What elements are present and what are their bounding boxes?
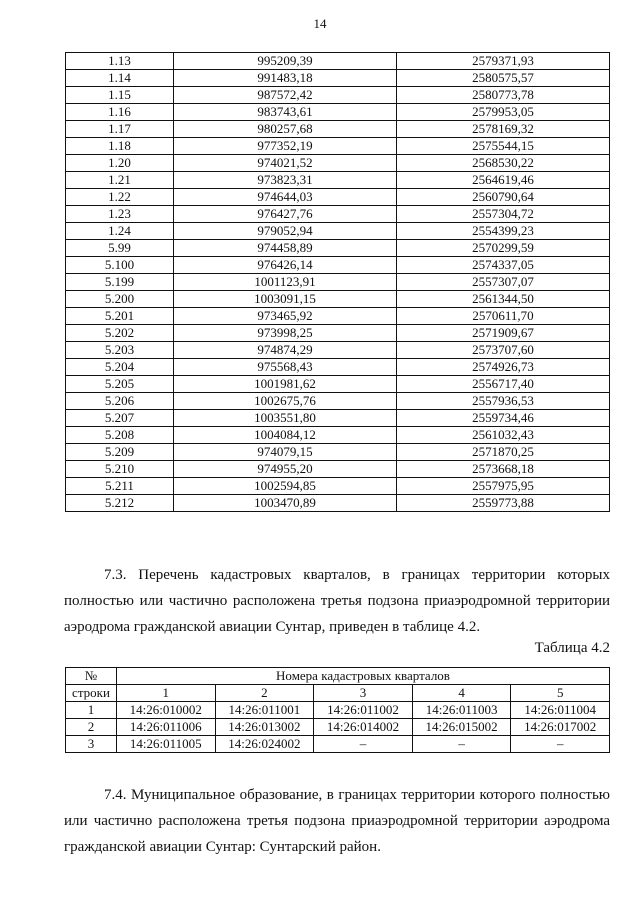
- point-id-cell: 5.206: [66, 393, 174, 410]
- y-coordinate-cell: 2557307,07: [397, 274, 610, 291]
- x-coordinate-cell: 977352,19: [174, 138, 397, 155]
- x-coordinate-cell: 991483,18: [174, 70, 397, 87]
- cadastral-number-cell: –: [511, 736, 610, 753]
- y-coordinate-cell: 2556717,40: [397, 376, 610, 393]
- cadastral-number-cell: 14:26:024002: [215, 736, 314, 753]
- point-id-cell: 1.24: [66, 223, 174, 240]
- column-header: 4: [412, 685, 511, 702]
- table-row: [66, 274, 610, 291]
- y-coordinate-cell: 2559773,88: [397, 495, 610, 512]
- x-coordinate-cell: 975568,43: [174, 359, 397, 376]
- x-coordinate-cell: 983743,61: [174, 104, 397, 121]
- coordinates-table: [65, 52, 610, 512]
- y-coordinate-cell: 2568530,22: [397, 155, 610, 172]
- x-coordinate-cell: 976426,14: [174, 257, 397, 274]
- table-caption: Таблица 4.2: [534, 640, 610, 656]
- x-coordinate-cell: 974079,15: [174, 444, 397, 461]
- y-coordinate-cell: 2559734,46: [397, 410, 610, 427]
- x-coordinate-cell: 1001981,62: [174, 376, 397, 393]
- y-coordinate-cell: 2580575,57: [397, 70, 610, 87]
- cadastral-number-cell: 14:26:014002: [314, 719, 413, 736]
- x-coordinate-cell: 974021,52: [174, 155, 397, 172]
- point-id-cell: 5.200: [66, 291, 174, 308]
- y-coordinate-cell: 2574926,73: [397, 359, 610, 376]
- table-row: [66, 138, 610, 155]
- x-coordinate-cell: 974644,03: [174, 189, 397, 206]
- point-id-cell: 1.17: [66, 121, 174, 138]
- table-row: [66, 427, 610, 444]
- cadastral-number-cell: 14:26:011002: [314, 702, 413, 719]
- y-coordinate-cell: 2561032,43: [397, 427, 610, 444]
- cadastral-number-cell: 14:26:011003: [412, 702, 511, 719]
- point-id-cell: 5.199: [66, 274, 174, 291]
- point-id-cell: 1.18: [66, 138, 174, 155]
- table-row: [66, 478, 610, 495]
- cadastral-number-cell: 14:26:015002: [412, 719, 511, 736]
- table-row: [66, 736, 610, 753]
- point-id-cell: 5.201: [66, 308, 174, 325]
- x-coordinate-cell: 980257,68: [174, 121, 397, 138]
- y-coordinate-cell: 2557975,95: [397, 478, 610, 495]
- x-coordinate-cell: 976427,76: [174, 206, 397, 223]
- y-coordinate-cell: 2580773,78: [397, 87, 610, 104]
- point-id-cell: 5.208: [66, 427, 174, 444]
- y-coordinate-cell: 2571909,67: [397, 325, 610, 342]
- column-header: 5: [511, 685, 610, 702]
- y-coordinate-cell: 2571870,25: [397, 444, 610, 461]
- point-id-cell: 5.99: [66, 240, 174, 257]
- point-id-cell: 5.212: [66, 495, 174, 512]
- table-row: [66, 342, 610, 359]
- x-coordinate-cell: 974955,20: [174, 461, 397, 478]
- y-coordinate-cell: 2570611,70: [397, 308, 610, 325]
- cadastral-quarters-table: [65, 667, 610, 753]
- x-coordinate-cell: 995209,39: [174, 53, 397, 70]
- table-row: [66, 70, 610, 87]
- cadastral-number-cell: 14:26:011004: [511, 702, 610, 719]
- x-coordinate-cell: 987572,42: [174, 87, 397, 104]
- table-row: [66, 461, 610, 478]
- table-row: [66, 702, 610, 719]
- point-id-cell: 5.203: [66, 342, 174, 359]
- table-row: [66, 308, 610, 325]
- header-number: №: [66, 668, 117, 685]
- table-row: [66, 257, 610, 274]
- x-coordinate-cell: 1003091,15: [174, 291, 397, 308]
- y-coordinate-cell: 2557304,72: [397, 206, 610, 223]
- table-row: [66, 719, 610, 736]
- cadastral-number-cell: 14:26:011001: [215, 702, 314, 719]
- point-id-cell: 1.13: [66, 53, 174, 70]
- x-coordinate-cell: 1002675,76: [174, 393, 397, 410]
- x-coordinate-cell: 974874,29: [174, 342, 397, 359]
- x-coordinate-cell: 1001123,91: [174, 274, 397, 291]
- y-coordinate-cell: 2561344,50: [397, 291, 610, 308]
- x-coordinate-cell: 1003470,89: [174, 495, 397, 512]
- paragraph-7-3: [64, 562, 610, 640]
- y-coordinate-cell: 2578169,32: [397, 121, 610, 138]
- table-row: [66, 172, 610, 189]
- point-id-cell: 5.202: [66, 325, 174, 342]
- point-id-cell: 1.15: [66, 87, 174, 104]
- x-coordinate-cell: 979052,94: [174, 223, 397, 240]
- x-coordinate-cell: 973823,31: [174, 172, 397, 189]
- table-row: [66, 444, 610, 461]
- row-number-cell: 3: [66, 736, 117, 753]
- point-id-cell: 5.207: [66, 410, 174, 427]
- cadastral-number-cell: 14:26:010002: [117, 702, 216, 719]
- table-row: [66, 376, 610, 393]
- table-row: [66, 410, 610, 427]
- cadastral-number-cell: 14:26:011005: [117, 736, 216, 753]
- table-row: [66, 223, 610, 240]
- row-number-cell: 2: [66, 719, 117, 736]
- table-row: [66, 359, 610, 376]
- table-row: [66, 155, 610, 172]
- point-id-cell: 1.21: [66, 172, 174, 189]
- x-coordinate-cell: 973998,25: [174, 325, 397, 342]
- paragraph-7-3-text: 7.3. Перечень кадастровых кварталов, в границах территории которых полностью или частично расположена третья подзона приаэродромной территории аэродрома гражданской авиации Сунтар, приведен в таблице 4.2.: [64, 567, 610, 635]
- y-coordinate-cell: 2579371,93: [397, 53, 610, 70]
- paragraph-7-4: [64, 782, 610, 860]
- table-row: [66, 189, 610, 206]
- y-coordinate-cell: 2570299,59: [397, 240, 610, 257]
- table-row: [66, 104, 610, 121]
- cadastral-number-cell: –: [314, 736, 413, 753]
- table-row: [66, 87, 610, 104]
- header-group: Номера кадастровых кварталов: [117, 668, 610, 685]
- x-coordinate-cell: 1004084,12: [174, 427, 397, 444]
- y-coordinate-cell: 2560790,64: [397, 189, 610, 206]
- table-row: [66, 393, 610, 410]
- table-row: [66, 325, 610, 342]
- point-id-cell: 5.210: [66, 461, 174, 478]
- table-row: [66, 121, 610, 138]
- point-id-cell: 5.209: [66, 444, 174, 461]
- column-header: 1: [117, 685, 216, 702]
- point-id-cell: 5.205: [66, 376, 174, 393]
- point-id-cell: 5.204: [66, 359, 174, 376]
- cadastral-number-cell: 14:26:011006: [117, 719, 216, 736]
- x-coordinate-cell: 973465,92: [174, 308, 397, 325]
- table-row: [66, 291, 610, 308]
- header-row-label: строки: [66, 685, 117, 702]
- cadastral-number-cell: 14:26:013002: [215, 719, 314, 736]
- paragraph-7-4-text: 7.4. Муниципальное образование, в границах территории которого полностью или частично расположена третья подзона приаэродромной территории аэродрома гражданской авиации Сунтар: Сунтарский район.: [64, 787, 610, 855]
- x-coordinate-cell: 1002594,85: [174, 478, 397, 495]
- point-id-cell: 5.100: [66, 257, 174, 274]
- table-row: [66, 240, 610, 257]
- table-row: [66, 495, 610, 512]
- point-id-cell: 1.22: [66, 189, 174, 206]
- column-header: 3: [314, 685, 413, 702]
- table-row: [66, 206, 610, 223]
- y-coordinate-cell: 2574337,05: [397, 257, 610, 274]
- point-id-cell: 5.211: [66, 478, 174, 495]
- cadastral-number-cell: –: [412, 736, 511, 753]
- point-id-cell: 1.16: [66, 104, 174, 121]
- point-id-cell: 1.14: [66, 70, 174, 87]
- point-id-cell: 1.20: [66, 155, 174, 172]
- y-coordinate-cell: 2579953,05: [397, 104, 610, 121]
- row-number-cell: 1: [66, 702, 117, 719]
- y-coordinate-cell: 2575544,15: [397, 138, 610, 155]
- table-row: [66, 53, 610, 70]
- y-coordinate-cell: 2557936,53: [397, 393, 610, 410]
- y-coordinate-cell: 2564619,46: [397, 172, 610, 189]
- y-coordinate-cell: 2573668,18: [397, 461, 610, 478]
- y-coordinate-cell: 2573707,60: [397, 342, 610, 359]
- cadastral-number-cell: 14:26:017002: [511, 719, 610, 736]
- y-coordinate-cell: 2554399,23: [397, 223, 610, 240]
- x-coordinate-cell: 974458,89: [174, 240, 397, 257]
- point-id-cell: 1.23: [66, 206, 174, 223]
- x-coordinate-cell: 1003551,80: [174, 410, 397, 427]
- column-header: 2: [215, 685, 314, 702]
- page-number: 14: [313, 16, 327, 31]
